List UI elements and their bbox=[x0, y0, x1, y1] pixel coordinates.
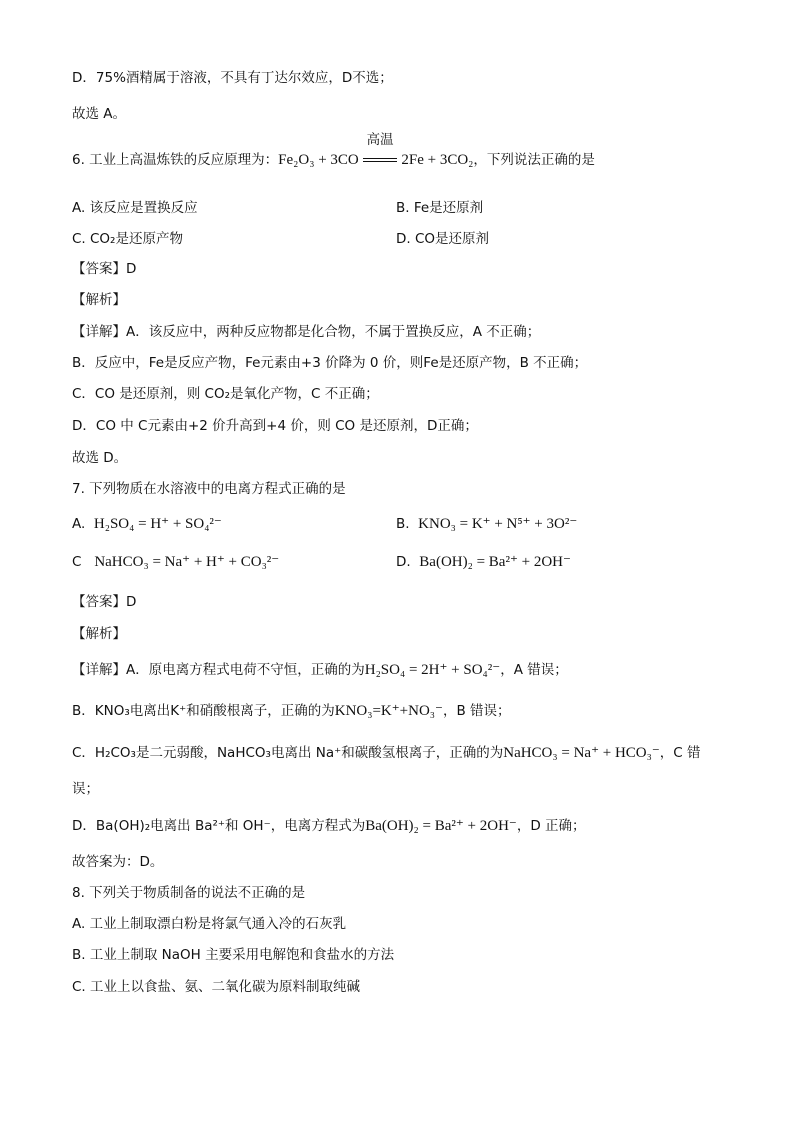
q7-detail-d-text: D．Ba(OH)₂电离出 Ba²⁺和 OH⁻，电离方程式为 bbox=[72, 818, 366, 834]
q7-detail-a-text: 【详解】A．原电离方程式电荷不守恒，正确的为 bbox=[72, 662, 365, 678]
q6-equation-right: 2Fe + 3CO₂ bbox=[401, 152, 474, 168]
q7-option-b-eq: KNO₃ = K⁺ + N⁵⁺ + 3O²⁻ bbox=[418, 516, 578, 532]
q8-option-a: A. 工业上制取漂白粉是将氯气通入冷的石灰乳 bbox=[72, 916, 347, 932]
q7-conclusion: 故答案为：D。 bbox=[72, 854, 164, 870]
q7-detail-b-end: ，B 错误； bbox=[442, 703, 511, 719]
q7-detail-b-eq: KNO₃=K⁺+NO₃⁻ bbox=[334, 703, 443, 719]
q7-detail-b-text: B．KNO₃电离出K⁺和硝酸根离子，正确的为 bbox=[72, 703, 335, 719]
q8-stem: 8. 下列关于物质制备的说法不正确的是 bbox=[72, 885, 306, 901]
q6-detail-1: 【详解】A．该反应中，两种反应物都是化合物，不属于置换反应，A 不正确； bbox=[72, 324, 541, 340]
q7-option-a-eq: H₂SO₄ = H⁺ + SO₄²⁻ bbox=[93, 516, 222, 532]
q6-detail-4: D．CO 中 C元素由+2 价升高到+4 价，则 CO 是还原剂，D正确； bbox=[72, 418, 478, 434]
q7-option-b-label: B. bbox=[396, 516, 410, 532]
q6-answer: 【答案】D bbox=[72, 261, 137, 277]
q7-detail-a bbox=[72, 660, 754, 680]
q7-detail-c-end: ，C 错 bbox=[659, 745, 701, 761]
q7-detail-a-eq: H₂SO₄ = 2H⁺ + SO₄²⁻ bbox=[364, 662, 501, 678]
q7-option-c-eq: NaHCO₃ = Na⁺ + H⁺ + CO₃²⁻ bbox=[94, 554, 280, 570]
q6-analysis-label: 【解析】 bbox=[72, 292, 126, 308]
q6-option-b: B. Fe是还原剂 bbox=[396, 200, 484, 216]
q7-option-a-label: A. bbox=[72, 516, 86, 532]
q7-answer: 【答案】D bbox=[72, 594, 137, 610]
q7-detail-b bbox=[72, 701, 754, 721]
q7-analysis-label: 【解析】 bbox=[72, 626, 126, 642]
q7-detail-c-eq: NaHCO₃ = Na⁺ + HCO₃⁻ bbox=[503, 745, 660, 761]
q7-option-b bbox=[396, 514, 577, 534]
q7-detail-d-end: ，D 正确； bbox=[516, 818, 586, 834]
q7-detail-c-cont: 误； bbox=[72, 781, 99, 797]
q6-detail-3: C．CO 是还原剂，则 CO₂是氧化产物，C 不正确； bbox=[72, 386, 379, 402]
q6-detail-2: B．反应中，Fe是反应产物，Fe元素由+3 价降为 0 价，则Fe是还原产物，B 不正确； bbox=[72, 355, 588, 371]
q6-stem bbox=[72, 132, 754, 170]
q7-option-c-label: C bbox=[72, 554, 82, 570]
q7-option-d bbox=[396, 552, 571, 572]
q7-detail-c bbox=[72, 743, 754, 763]
q6-condition-arrow bbox=[363, 132, 397, 170]
prev-option-d: D．75%酒精属于溶液，不具有丁达尔效应，D不选； bbox=[72, 70, 393, 86]
q8-option-b: B. 工业上制取 NaOH 主要采用电解饱和食盐水的方法 bbox=[72, 947, 395, 963]
q6-conclusion: 故选 D。 bbox=[72, 450, 128, 466]
q7-detail-c-text: C．H₂CO₃是二元弱酸，NaHCO₃电离出 Na⁺和碳酸氢根离子，正确的为 bbox=[72, 745, 504, 761]
q7-option-d-label: D. bbox=[396, 554, 411, 570]
q6-condition: 高温 bbox=[366, 132, 394, 148]
q7-detail-d bbox=[72, 816, 754, 836]
q6-stem-suffix: ，下列说法正确的是 bbox=[473, 152, 595, 168]
q8-option-c: C. 工业上以食盐、氨、二氧化碳为原料制取纯碱 bbox=[72, 979, 361, 995]
q6-stem-prefix: 6. 工业上高温炼铁的反应原理为： bbox=[72, 152, 279, 168]
q7-detail-a-end: ，A 错误； bbox=[500, 662, 568, 678]
q7-stem: 7. 下列物质在水溶液中的电离方程式正确的是 bbox=[72, 481, 346, 497]
q7-option-d-eq: Ba(OH)₂ = Ba²⁺ + 2OH⁻ bbox=[419, 554, 571, 570]
q6-equation-left: Fe₂O₃ + 3CO bbox=[278, 152, 359, 168]
q6-option-a: A. 该反应是置换反应 bbox=[72, 200, 198, 216]
q6-option-c: C. CO₂是还原产物 bbox=[72, 231, 183, 247]
q7-detail-d-eq: Ba(OH)₂ = Ba²⁺ + 2OH⁻ bbox=[365, 818, 517, 834]
prev-conclusion: 故选 A。 bbox=[72, 106, 127, 122]
q6-option-d: D. CO是还原剂 bbox=[396, 231, 490, 247]
